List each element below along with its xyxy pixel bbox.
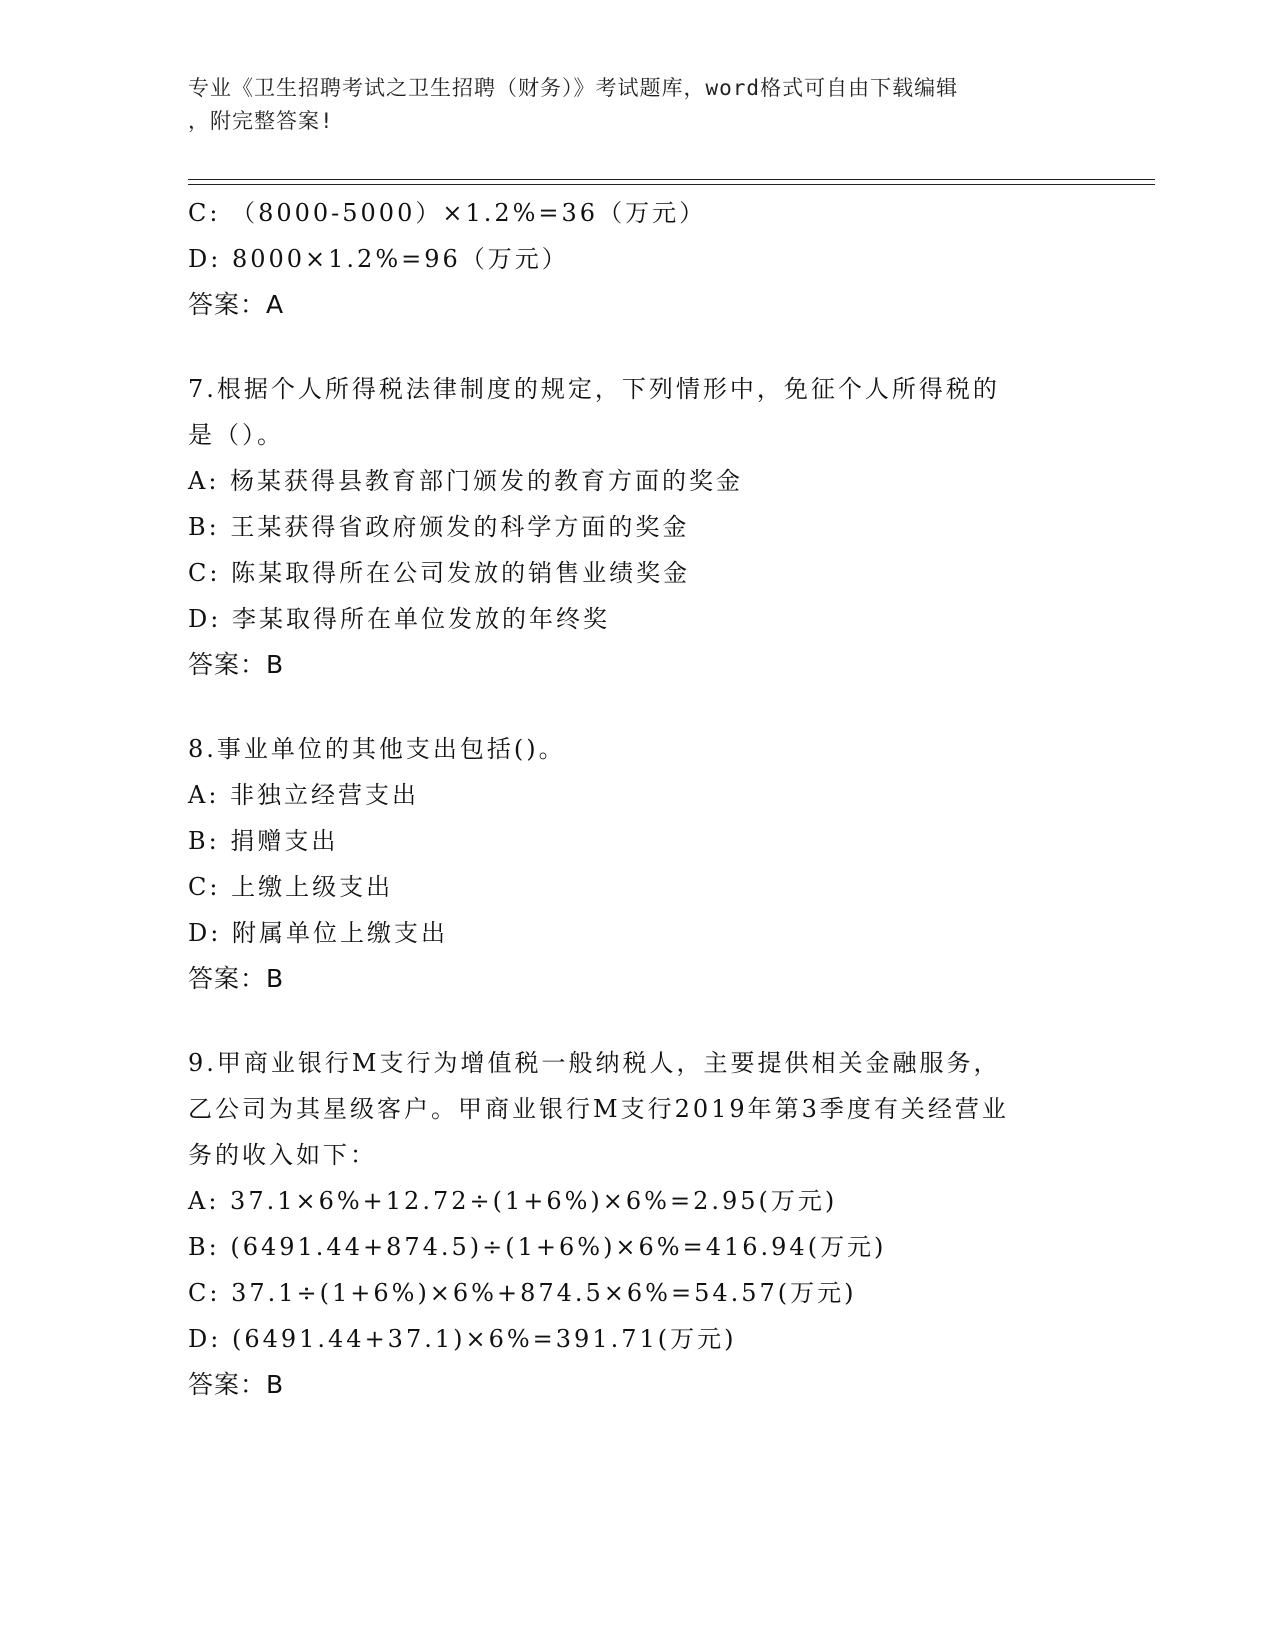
header-line-1: 专业《卫生招聘考试之卫生招聘（财务）》考试题库，word格式可自由下载编辑 bbox=[188, 76, 959, 100]
option-a: A: 杨某获得县教育部门颁发的教育方面的奖金 bbox=[188, 467, 744, 495]
option-b: B: (6491.44+874.5)÷(1+6%)×6%=416.94(万元) bbox=[188, 1233, 887, 1261]
option-c: C: 上缴上级支出 bbox=[188, 873, 394, 901]
option-c: C: 陈某取得所在公司发放的销售业绩奖金 bbox=[188, 559, 691, 587]
option-c: C: （8000-5000）×1.2%=36（万元） bbox=[188, 199, 707, 227]
answer-line: 答案：A bbox=[188, 290, 285, 319]
option-a: A: 37.1×6%+12.72÷(1+6%)×6%=2.95(万元) bbox=[188, 1187, 838, 1215]
stem-line: 9.甲商业银行M支行为增值税一般纳税人，主要提供相关金融服务， bbox=[188, 1049, 1001, 1077]
document-header bbox=[188, 72, 1088, 138]
option-d: D: (6491.44+37.1)×6%=391.71(万元) bbox=[188, 1325, 737, 1353]
option-c: C: 37.1÷(1+6%)×6%+874.5×6%=54.57(万元) bbox=[188, 1279, 857, 1307]
answer-line: 答案：B bbox=[188, 964, 285, 993]
header-rule-bottom bbox=[188, 184, 1155, 185]
header-rule-top bbox=[188, 179, 1155, 180]
stem-line: 乙公司为其星级客户。甲商业银行M支行2019年第3季度有关经营业 bbox=[188, 1095, 1009, 1123]
option-d: D: 李某取得所在单位发放的年终奖 bbox=[188, 605, 610, 633]
question-9 bbox=[188, 1040, 1088, 1408]
header-line-2: ，附完整答案! bbox=[188, 109, 334, 133]
question-stem bbox=[188, 1040, 1088, 1178]
question-stem bbox=[188, 726, 1088, 772]
stem-line: 8.事业单位的其他支出包括()。 bbox=[188, 735, 566, 763]
option-a: A: 非独立经营支出 bbox=[188, 781, 420, 809]
question-7 bbox=[188, 366, 1088, 688]
stem-line: 7.根据个人所得税法律制度的规定，下列情形中，免征个人所得税的 bbox=[188, 375, 1000, 403]
option-b: B: 捐赠支出 bbox=[188, 827, 339, 855]
question-8 bbox=[188, 726, 1088, 1002]
option-d: D: 8000×1.2%=96（万元） bbox=[188, 245, 569, 273]
document-body bbox=[188, 190, 1088, 1408]
answer-line: 答案：B bbox=[188, 650, 285, 679]
previous-question-tail bbox=[188, 190, 1088, 328]
answer-line: 答案：B bbox=[188, 1370, 285, 1399]
option-b: B: 王某获得省政府颁发的科学方面的奖金 bbox=[188, 513, 690, 541]
option-d: D: 附属单位上缴支出 bbox=[188, 919, 448, 947]
question-stem bbox=[188, 366, 1088, 458]
stem-line: 是（）。 bbox=[188, 421, 284, 449]
stem-line: 务的收入如下： bbox=[188, 1141, 377, 1169]
